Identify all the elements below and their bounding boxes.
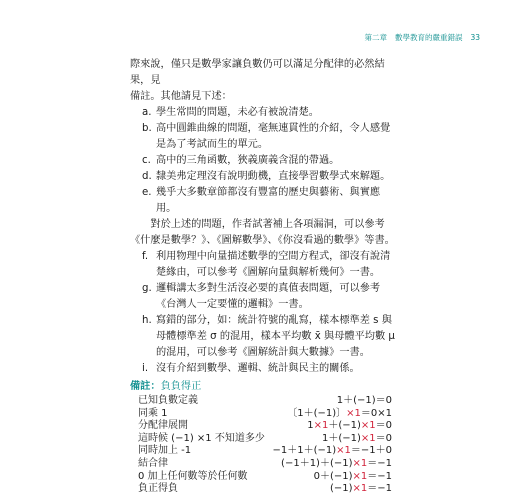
derivation-equation (269, 483, 398, 496)
list-item-text: 高中的三角函數，狹義廣義含混的帶過。 (156, 155, 340, 166)
list-item-text: 寫錯的部分，如：統計符號的亂寫，樣本標準差 s 與母體標準差 σ 的混用，樣本平均數 x̄ 與母體平均數 μ 的混用，可以參考《圖解統計與大數據》一書。 (156, 315, 395, 358)
derivation-step: 負正得負 (138, 483, 178, 495)
list-item (142, 361, 400, 377)
derivation-row (138, 483, 398, 496)
derivation-row (138, 420, 398, 433)
derivation-row (138, 458, 398, 471)
list-item-marker: h. (142, 315, 152, 326)
equation-term: ＝−1＋0 (350, 445, 392, 457)
highlight-term: ×1 (352, 483, 368, 495)
derivation-row (138, 408, 398, 421)
equation-term: ＝−1 (367, 457, 392, 469)
equation-term: (−1) (329, 483, 353, 495)
equation-term: ＝−1 (367, 483, 392, 495)
derivation-step: 0 加上任何數等於任何數 (138, 470, 248, 482)
list-item-marker: b. (142, 123, 152, 134)
list-item-text: 學生常問的問題，未必有被說清楚。 (156, 107, 319, 118)
list-item-marker: a. (142, 107, 152, 118)
list-item (142, 313, 400, 361)
list-item (142, 249, 400, 281)
derivation-step: 分配律展開 (138, 420, 188, 432)
list-item-text: 高中圓錐曲線的問題，毫無連貫性的介紹，令人感覺是為了考試而生的單元。 (156, 123, 391, 150)
chapter-title: 數學教育的嚴重錯誤 (394, 33, 463, 42)
derivation-equation (269, 445, 398, 458)
equation-term: 〔1＋(−1)〕 (287, 407, 347, 419)
derivation-equation (269, 420, 398, 433)
derivation-equation (269, 395, 398, 408)
derivation-step: 同乘 1 (138, 407, 168, 419)
derivation-equation (269, 433, 398, 446)
list-item (142, 153, 400, 169)
list-item-text: 沒有介紹到數學、邏輯、統計與民主的關係。 (156, 363, 360, 374)
list-item (142, 105, 400, 121)
list-item-text: 幾乎大多數章節都沒有豐富的歷史與藝術、與實應用。 (156, 187, 381, 214)
derivation-row (138, 395, 398, 408)
derivation-equation (269, 408, 398, 421)
derivation-step: 已知負數定義 (138, 395, 198, 406)
issue-list-f-i (130, 249, 400, 377)
derivation-row (138, 471, 398, 484)
derivation-step: 結合律 (138, 457, 168, 469)
equation-term: ＝0 (375, 432, 392, 444)
list-item (142, 121, 400, 153)
equation-term: 1＋(−1)＝0 (336, 395, 392, 406)
list-item-marker: g. (142, 283, 152, 294)
equation-term: 0＋(−1) (313, 470, 353, 482)
intro-line-2: 備註。其他請見下述： (130, 91, 232, 102)
highlight-term: ×1 (336, 445, 351, 457)
list-item-text: 邏輯講太多對生活沒必要的真值表問題，可以參考《台灣人一定要懂的邏輯》一書。 (156, 283, 381, 310)
highlight-term: ×1 (360, 432, 376, 444)
derivation-equation (269, 471, 398, 484)
issue-list-a-e (130, 105, 400, 217)
equation-term: 1＋(−1) (321, 432, 361, 444)
derivation-row (138, 445, 398, 458)
list-item (142, 281, 400, 313)
derivation-equation (269, 458, 398, 471)
page-body (130, 57, 400, 496)
page-number: 33 (470, 33, 480, 42)
derivation-step: 同時加上 -1 (138, 445, 192, 457)
equation-term: 1 (307, 420, 314, 432)
equation-term: ＝−1 (367, 470, 392, 482)
list-item-text: 利用物理中向量描述數學的空間方程式，卻沒有說清楚緣由，可以參考《圖解向量與解析幾何》一書。 (156, 251, 391, 278)
highlight-term: ×1 (352, 457, 368, 469)
list-item-marker: d. (142, 171, 152, 182)
derivation-row (138, 433, 398, 446)
note-title: 負負得正 (160, 381, 202, 392)
note-label: 備註： (130, 381, 161, 392)
highlight-term: ×1 (346, 407, 361, 419)
running-header (300, 32, 480, 43)
equation-term: ＝0×1 (360, 407, 392, 419)
highlight-term: ×1 (360, 420, 376, 432)
highlight-term: ×1 (313, 420, 329, 432)
list-item-marker: e. (142, 187, 152, 198)
highlight-term: ×1 (352, 470, 368, 482)
note-heading (130, 379, 400, 395)
chapter-label: 第二章 (364, 33, 387, 42)
derivation-table (138, 395, 398, 496)
equation-term: ＋(−1) (328, 420, 361, 432)
equation-term: −1＋1＋(−1) (272, 445, 337, 457)
list-item (142, 185, 400, 217)
list-item-marker: i. (142, 363, 149, 374)
derivation-step: 這時候 (−1) ×1 不知道多少 (138, 432, 265, 444)
list-item (142, 169, 400, 185)
middle-paragraph: 對於上述的問題，作者試著補上各項漏洞，可以參考《什麼是數學？》、《圖解數學》、《你沒看過的數學》等書。 (130, 219, 395, 246)
list-item-marker: f. (142, 251, 149, 262)
list-item-marker: c. (142, 155, 151, 166)
list-item-text: 隸美弗定理沒有說明動機，直接學習數學式來解題。 (156, 171, 391, 182)
equation-term: ＝0 (375, 420, 392, 432)
equation-term: (−1＋1)＋(−1) (281, 457, 353, 469)
intro-line-1: 際來說，僅只是數學家讓負數仍可以滿足分配律的必然結果，見 (130, 59, 385, 86)
